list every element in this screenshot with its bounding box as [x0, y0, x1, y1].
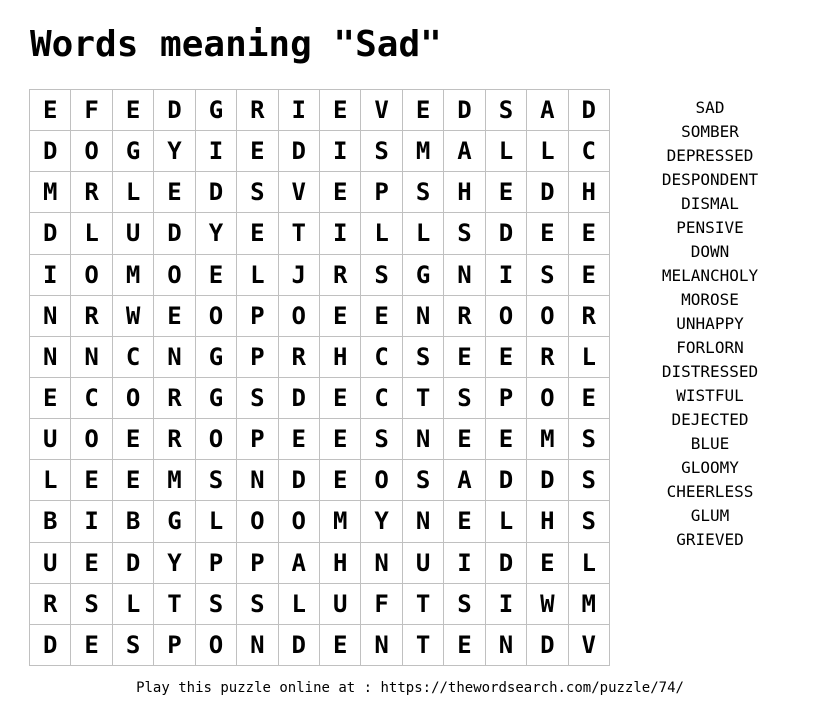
grid-cell[interactable]: L — [486, 501, 527, 542]
grid-cell[interactable]: N — [403, 501, 444, 542]
grid-cell[interactable]: D — [279, 460, 320, 501]
grid-cell[interactable]: A — [444, 131, 485, 172]
grid-cell[interactable]: P — [237, 337, 278, 378]
grid-cell[interactable]: D — [527, 172, 568, 213]
grid-cell[interactable]: R — [444, 296, 485, 337]
grid-cell[interactable]: E — [403, 90, 444, 131]
grid-cell[interactable]: A — [527, 90, 568, 131]
grid-cell[interactable]: S — [569, 501, 610, 542]
grid-cell[interactable]: O — [527, 296, 568, 337]
grid-cell[interactable]: S — [569, 419, 610, 460]
grid-cell[interactable]: I — [320, 131, 361, 172]
grid-cell[interactable]: M — [320, 501, 361, 542]
grid-cell[interactable]: E — [444, 625, 485, 666]
grid-cell[interactable]: E — [320, 296, 361, 337]
grid-cell[interactable]: I — [486, 584, 527, 625]
grid-cell[interactable]: L — [279, 584, 320, 625]
grid-cell[interactable]: L — [569, 337, 610, 378]
grid-cell[interactable]: S — [237, 378, 278, 419]
grid-cell[interactable]: E — [71, 460, 112, 501]
word-list-item: GRIEVED — [676, 530, 744, 549]
grid-cell[interactable]: E — [237, 213, 278, 254]
grid-cell[interactable]: P — [237, 543, 278, 584]
grid-cell[interactable]: S — [361, 419, 402, 460]
grid-cell[interactable]: D — [154, 213, 195, 254]
word-list-item: DISMAL — [681, 194, 739, 213]
grid-cell[interactable]: P — [486, 378, 527, 419]
grid-cell[interactable]: L — [527, 131, 568, 172]
grid-cell[interactable]: S — [237, 172, 278, 213]
grid-cell[interactable]: T — [403, 625, 444, 666]
grid-cell[interactable]: D — [444, 90, 485, 131]
grid-cell[interactable]: E — [320, 419, 361, 460]
word-list-item: WISTFUL — [676, 386, 744, 405]
grid-cell[interactable]: S — [444, 378, 485, 419]
grid-cell[interactable]: S — [403, 172, 444, 213]
word-list-item: GLUM — [690, 506, 730, 525]
word-list-item: FORLORN — [676, 338, 744, 357]
grid-cell[interactable]: H — [527, 501, 568, 542]
grid-cell[interactable]: U — [320, 584, 361, 625]
grid-cell[interactable]: P — [196, 543, 237, 584]
grid-cell[interactable]: E — [154, 296, 195, 337]
grid-cell[interactable]: I — [71, 501, 112, 542]
grid-cell[interactable]: S — [403, 337, 444, 378]
grid-cell[interactable]: E — [30, 378, 71, 419]
grid-cell[interactable]: T — [403, 584, 444, 625]
grid-cell[interactable]: D — [113, 543, 154, 584]
grid-cell[interactable]: M — [403, 131, 444, 172]
grid-cell[interactable]: I — [444, 543, 485, 584]
grid-cell[interactable]: O — [279, 501, 320, 542]
grid-cell[interactable]: Y — [154, 131, 195, 172]
grid-cell[interactable]: R — [527, 337, 568, 378]
word-list-item: DEJECTED — [671, 410, 749, 429]
grid-cell[interactable]: G — [113, 131, 154, 172]
grid-cell[interactable]: M — [154, 460, 195, 501]
grid-cell[interactable]: L — [403, 213, 444, 254]
grid-cell[interactable]: E — [569, 255, 610, 296]
grid-cell[interactable]: S — [361, 255, 402, 296]
grid-cell[interactable]: E — [486, 172, 527, 213]
grid-cell[interactable]: C — [569, 131, 610, 172]
grid-cell[interactable]: D — [196, 172, 237, 213]
grid-cell[interactable]: C — [71, 378, 112, 419]
word-list-item: DOWN — [690, 242, 730, 261]
grid-cell[interactable]: S — [196, 584, 237, 625]
grid-cell[interactable]: F — [361, 584, 402, 625]
page-title: Words meaning "Sad" — [30, 24, 442, 65]
grid-cell[interactable]: D — [279, 378, 320, 419]
grid-cell[interactable]: H — [569, 172, 610, 213]
word-list-item: DISTRESSED — [661, 362, 759, 381]
grid-cell[interactable]: N — [403, 419, 444, 460]
word-list-item: BLUE — [690, 434, 730, 453]
grid-cell[interactable]: L — [71, 213, 112, 254]
grid-cell[interactable]: E — [444, 419, 485, 460]
grid-cell[interactable]: I — [486, 255, 527, 296]
grid-cell[interactable]: S — [444, 213, 485, 254]
grid-cell[interactable]: E — [237, 131, 278, 172]
grid-cell[interactable]: R — [71, 172, 112, 213]
grid-cell[interactable]: O — [71, 131, 112, 172]
grid-cell[interactable]: E — [569, 213, 610, 254]
grid-cell[interactable]: N — [154, 337, 195, 378]
grid-cell[interactable]: I — [320, 213, 361, 254]
grid-cell[interactable]: I — [196, 131, 237, 172]
word-list-item: DEPRESSED — [666, 146, 754, 165]
grid-cell[interactable]: E — [113, 419, 154, 460]
grid-cell[interactable]: W — [527, 584, 568, 625]
grid-cell[interactable]: N — [361, 625, 402, 666]
grid-cell[interactable]: L — [486, 131, 527, 172]
grid-cell[interactable]: C — [113, 337, 154, 378]
grid-cell[interactable]: G — [196, 378, 237, 419]
grid-cell[interactable]: L — [30, 460, 71, 501]
grid-cell[interactable]: G — [403, 255, 444, 296]
grid-cell[interactable]: N — [486, 625, 527, 666]
grid-cell[interactable]: D — [527, 625, 568, 666]
grid-cell[interactable]: E — [320, 460, 361, 501]
grid-cell[interactable]: U — [113, 213, 154, 254]
grid-cell[interactable]: P — [237, 296, 278, 337]
grid-cell[interactable]: R — [569, 296, 610, 337]
grid-cell[interactable]: E — [113, 90, 154, 131]
grid-cell[interactable]: U — [30, 419, 71, 460]
grid-cell[interactable]: A — [444, 460, 485, 501]
word-list-item: MOROSE — [681, 290, 739, 309]
grid-cell[interactable]: N — [30, 337, 71, 378]
grid-cell[interactable]: W — [113, 296, 154, 337]
grid-cell[interactable]: E — [71, 625, 112, 666]
grid-cell[interactable]: U — [403, 543, 444, 584]
grid-cell[interactable]: V — [361, 90, 402, 131]
grid-cell[interactable]: E — [527, 213, 568, 254]
grid-cell[interactable]: S — [196, 460, 237, 501]
grid-cell[interactable]: E — [30, 90, 71, 131]
grid-cell[interactable]: R — [154, 378, 195, 419]
grid-cell[interactable]: N — [237, 625, 278, 666]
grid-cell[interactable]: O — [71, 419, 112, 460]
grid-cell[interactable]: R — [71, 296, 112, 337]
word-list-item: PENSIVE — [676, 218, 744, 237]
grid-cell[interactable]: G — [154, 501, 195, 542]
grid-cell[interactable]: E — [113, 460, 154, 501]
grid-cell[interactable]: B — [113, 501, 154, 542]
grid-cell[interactable]: Y — [154, 543, 195, 584]
grid-cell[interactable]: T — [279, 213, 320, 254]
word-list-item: DESPONDENT — [661, 170, 759, 189]
grid-cell[interactable]: N — [444, 255, 485, 296]
grid-cell[interactable]: E — [486, 419, 527, 460]
grid-cell[interactable]: E — [154, 172, 195, 213]
grid-cell[interactable]: R — [154, 419, 195, 460]
grid-cell[interactable]: I — [30, 255, 71, 296]
grid-cell[interactable]: D — [486, 460, 527, 501]
grid-cell[interactable]: D — [30, 131, 71, 172]
word-list-item: GLOOMY — [681, 458, 739, 477]
grid-cell[interactable]: O — [237, 501, 278, 542]
grid-cell[interactable]: S — [569, 460, 610, 501]
grid-cell[interactable]: T — [154, 584, 195, 625]
grid-cell[interactable]: O — [196, 625, 237, 666]
grid-cell[interactable]: E — [486, 337, 527, 378]
grid-cell[interactable]: C — [361, 337, 402, 378]
grid-cell[interactable]: M — [569, 584, 610, 625]
grid-cell[interactable]: O — [196, 419, 237, 460]
grid-cell[interactable]: O — [527, 378, 568, 419]
grid-cell[interactable]: S — [444, 584, 485, 625]
grid-cell[interactable]: O — [71, 255, 112, 296]
grid-cell[interactable]: D — [486, 543, 527, 584]
grid-cell[interactable]: E — [444, 337, 485, 378]
grid-cell[interactable]: O — [113, 378, 154, 419]
grid-cell[interactable]: P — [361, 172, 402, 213]
grid-cell[interactable]: D — [154, 90, 195, 131]
grid-cell[interactable]: I — [279, 90, 320, 131]
word-list-item: SOMBER — [681, 122, 739, 141]
grid-cell[interactable]: O — [196, 296, 237, 337]
grid-cell[interactable]: S — [113, 625, 154, 666]
grid-cell[interactable]: N — [361, 543, 402, 584]
grid-cell[interactable]: D — [279, 625, 320, 666]
grid-cell[interactable]: E — [320, 172, 361, 213]
grid-cell[interactable]: E — [361, 296, 402, 337]
grid-cell[interactable]: S — [527, 255, 568, 296]
grid-cell[interactable]: E — [320, 378, 361, 419]
grid-cell[interactable]: L — [237, 255, 278, 296]
grid-cell[interactable]: L — [196, 501, 237, 542]
grid-cell[interactable]: E — [444, 501, 485, 542]
grid-cell[interactable]: E — [320, 90, 361, 131]
grid-cell[interactable]: Y — [196, 213, 237, 254]
grid-cell[interactable]: L — [113, 584, 154, 625]
grid-cell[interactable]: U — [30, 543, 71, 584]
grid-cell[interactable]: L — [113, 172, 154, 213]
letter-grid — [29, 89, 610, 666]
grid-cell[interactable]: P — [237, 419, 278, 460]
grid-cell[interactable]: H — [444, 172, 485, 213]
grid-cell[interactable]: L — [569, 543, 610, 584]
grid-cell[interactable]: N — [237, 460, 278, 501]
grid-cell[interactable]: N — [71, 337, 112, 378]
grid-cell[interactable]: H — [320, 543, 361, 584]
footer-note: Play this puzzle online at : https://thewordsearch.com/puzzle/74/ — [136, 680, 684, 696]
grid-cell[interactable]: O — [486, 296, 527, 337]
grid-cell[interactable]: E — [320, 625, 361, 666]
grid-cell[interactable]: G — [196, 337, 237, 378]
grid-cell[interactable]: S — [403, 460, 444, 501]
grid-cell[interactable]: E — [71, 543, 112, 584]
word-list — [640, 96, 780, 552]
grid-cell[interactable]: P — [154, 625, 195, 666]
grid-cell[interactable]: N — [30, 296, 71, 337]
word-list-item: CHEERLESS — [666, 482, 754, 501]
word-list-item: SAD — [695, 98, 725, 117]
grid-cell[interactable]: D — [279, 131, 320, 172]
grid-cell[interactable]: E — [569, 378, 610, 419]
grid-cell[interactable]: R — [30, 584, 71, 625]
grid-cell[interactable]: R — [237, 90, 278, 131]
grid-cell[interactable]: H — [320, 337, 361, 378]
grid-cell[interactable]: M — [30, 172, 71, 213]
grid-cell[interactable]: E — [279, 419, 320, 460]
grid-cell[interactable]: E — [527, 543, 568, 584]
grid-cell[interactable]: A — [279, 543, 320, 584]
grid-cell[interactable]: D — [527, 460, 568, 501]
grid-cell[interactable]: D — [486, 213, 527, 254]
grid-cell[interactable]: N — [403, 296, 444, 337]
grid-cell[interactable]: S — [71, 584, 112, 625]
grid-cell[interactable]: V — [279, 172, 320, 213]
grid-cell[interactable]: D — [569, 90, 610, 131]
word-list-item: UNHAPPY — [676, 314, 744, 333]
grid-cell[interactable]: O — [154, 255, 195, 296]
grid-cell[interactable]: Y — [361, 501, 402, 542]
grid-cell[interactable]: R — [279, 337, 320, 378]
grid-cell[interactable]: S — [237, 584, 278, 625]
grid-cell[interactable]: O — [279, 296, 320, 337]
grid-cell[interactable]: S — [361, 131, 402, 172]
grid-cell[interactable]: R — [320, 255, 361, 296]
grid-cell[interactable]: D — [30, 213, 71, 254]
grid-cell[interactable]: F — [71, 90, 112, 131]
grid-cell[interactable]: C — [361, 378, 402, 419]
grid-cell[interactable]: M — [527, 419, 568, 460]
grid-cell[interactable]: V — [569, 625, 610, 666]
grid-cell[interactable]: E — [196, 255, 237, 296]
grid-cell[interactable]: M — [113, 255, 154, 296]
word-list-item: MELANCHOLY — [661, 266, 759, 285]
grid-cell[interactable]: G — [196, 90, 237, 131]
grid-cell[interactable]: J — [279, 255, 320, 296]
grid-cell[interactable]: T — [403, 378, 444, 419]
grid-cell[interactable]: B — [30, 501, 71, 542]
grid-cell[interactable]: D — [30, 625, 71, 666]
grid-cell[interactable]: L — [361, 213, 402, 254]
grid-cell[interactable]: S — [486, 90, 527, 131]
grid-cell[interactable]: O — [361, 460, 402, 501]
